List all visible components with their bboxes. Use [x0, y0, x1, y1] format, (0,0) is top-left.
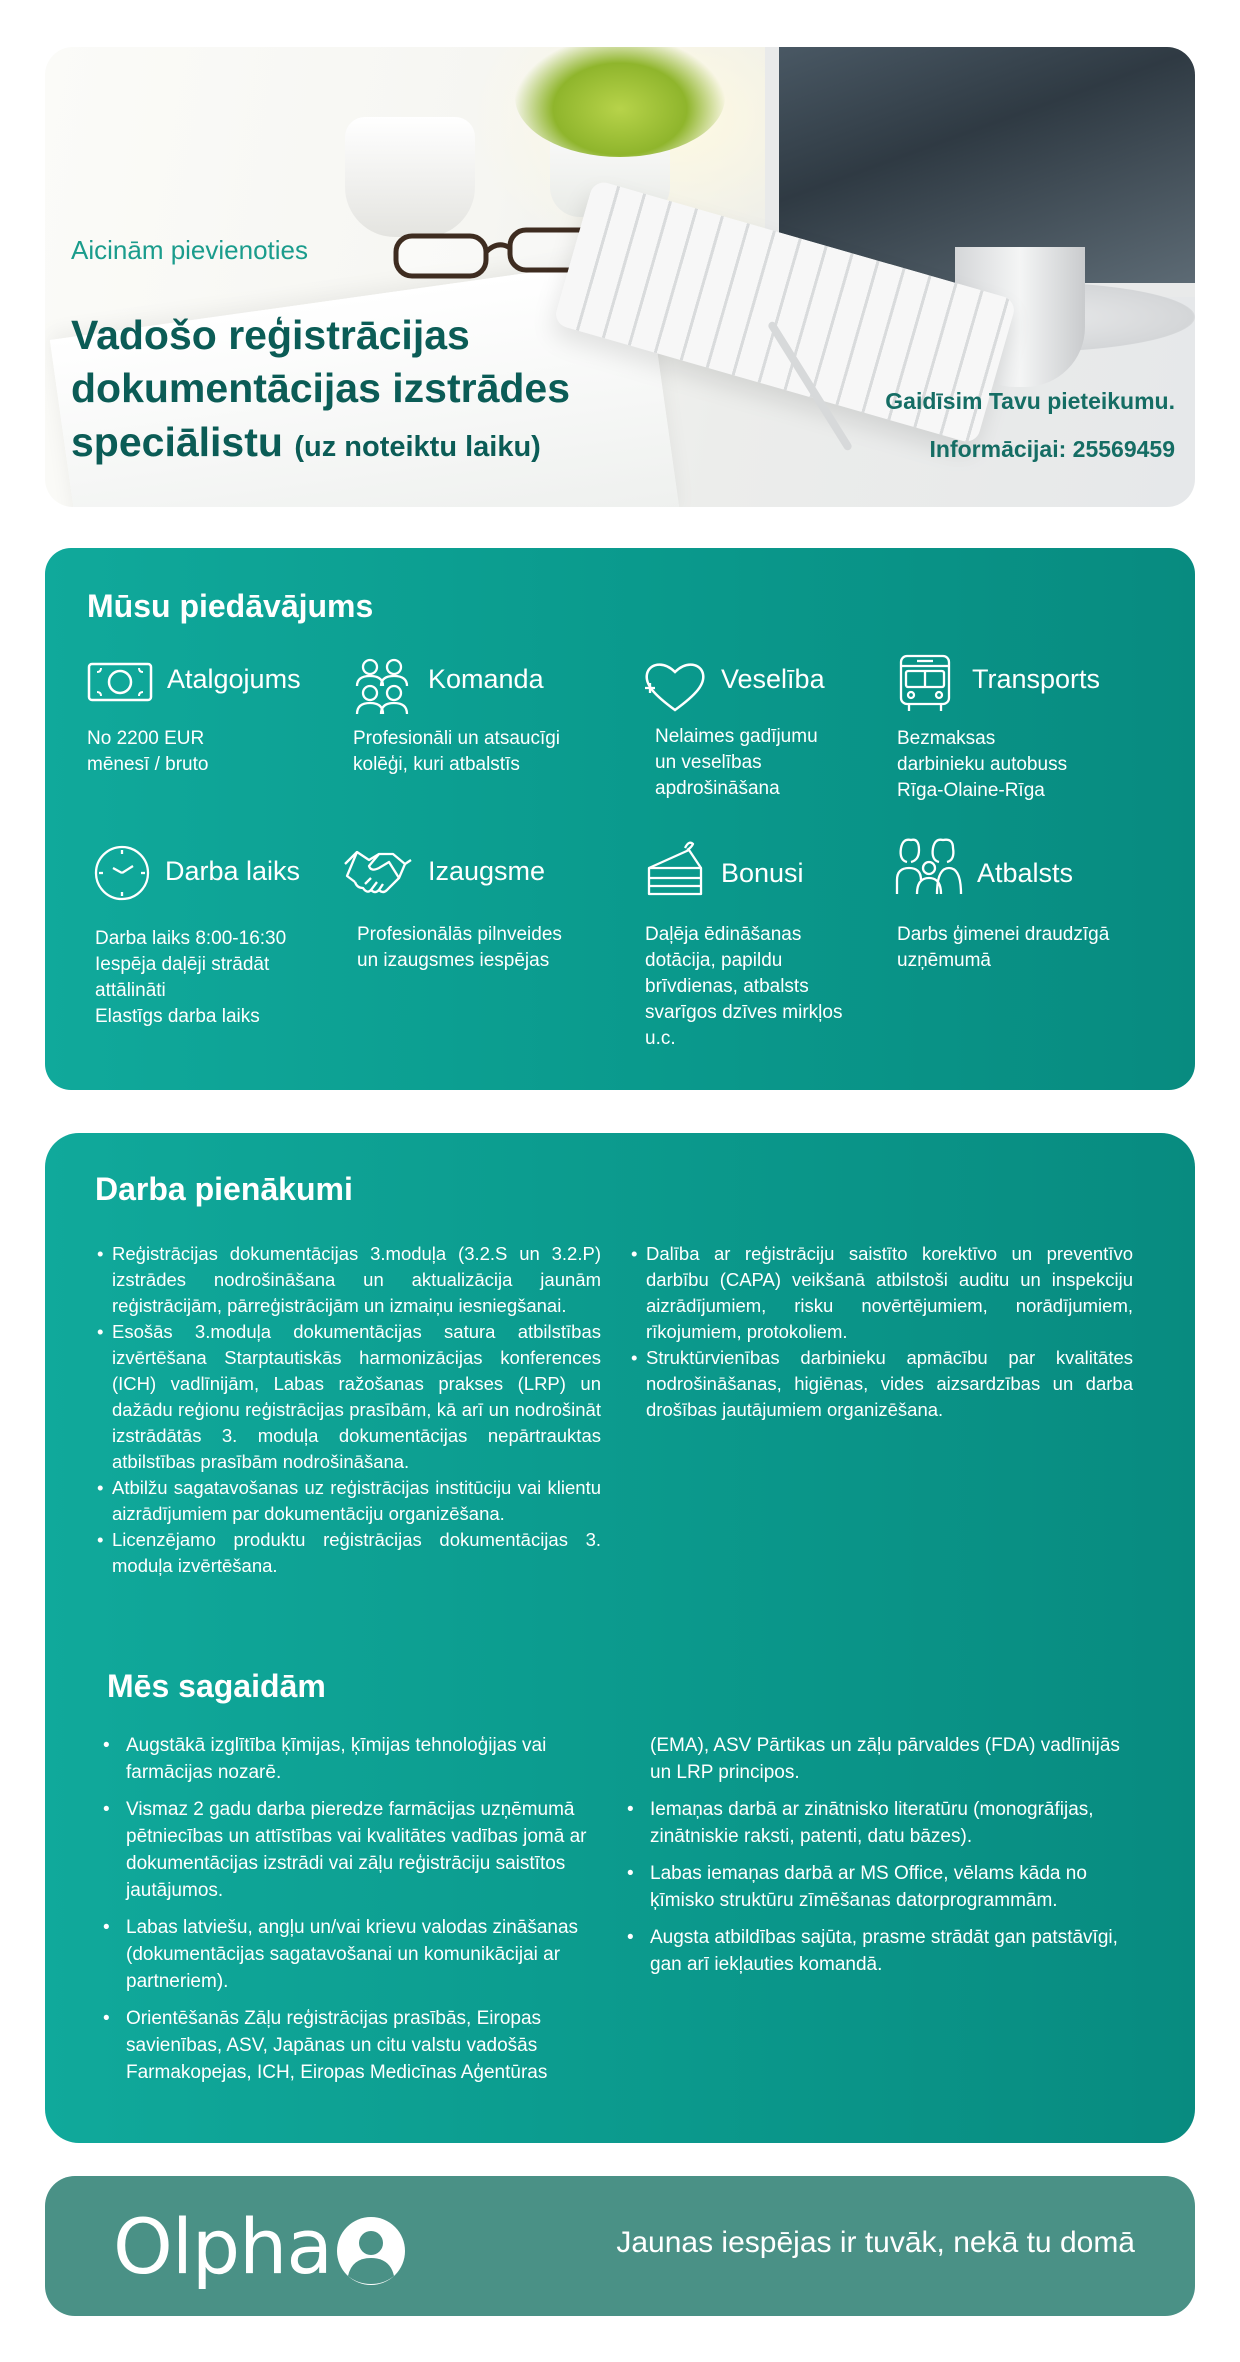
logo-wordmark: Olpha [113, 2201, 332, 2291]
duty-item: • Reģistrācijas dokumentācijas 3.moduļa (3.2.S un 3.2.P) izstrādes nodrošināšana un aktualizācija jaunām reģistrācijām, pārreģistrācijām un izmaiņu iesniegšanai. [97, 1241, 601, 1319]
offer-title: Mūsu piedāvājums [87, 588, 374, 624]
family-icon [895, 836, 963, 898]
application-invite: Gaidīsim Tavu pieteikumu. [885, 388, 1175, 414]
job-title-line-1: Vadošo reģistrācijas [71, 312, 470, 358]
benefit-support-text: Darbs ģimenei draudzīgā uzņēmumā [897, 924, 1110, 971]
benefit-support-title: Atbalsts [977, 858, 1074, 888]
job-title-suffix: (uz noteiktu laiku) [294, 430, 541, 463]
team-icon [353, 658, 411, 716]
benefit-working-hours-title: Darba laiks [165, 856, 301, 886]
duties-title: Darba pienākumi [95, 1171, 353, 1207]
requirements-title: Mēs sagaidām [107, 1668, 326, 1704]
banknote-icon [87, 660, 153, 704]
benefit-bonuses-title: Bonusi [721, 858, 804, 888]
company-logo [113, 2198, 408, 2294]
bus-icon [897, 652, 953, 714]
benefit-transport-title: Transports [972, 664, 1101, 694]
benefit-transport-text: Bezmaksas darbinieku autobuss Rīga-Olaine-Rīga [897, 728, 1068, 801]
heart-health-icon [643, 658, 707, 714]
requirement-item: • Labas iemaņas darbā ar MS Office, vēlams kāda no ķīmisko struktūru zīmēšanas datorprogrammām. [623, 1860, 1143, 1914]
hero-banner [45, 47, 1195, 507]
requirement-item: • Augstākā izglītība ķīmijas, ķīmijas tehnoloģijas vai farmācijas nozarē. [99, 1732, 619, 1786]
requirement-item: • Vismaz 2 gadu darba pieredze farmācijas uzņēmumā pētniecības un attīstības vai kvalitātes vadības jomā ar dokumentācijas izstrādi vai zāļu reģistrāciju saistītos jautājumos. [99, 1796, 619, 1904]
duties-list-left [97, 1241, 601, 1579]
duties-list-right [631, 1241, 1133, 1423]
handshake-icon [343, 842, 413, 902]
benefit-health-title: Veselība [721, 664, 825, 694]
benefit-team-title: Komanda [428, 664, 544, 694]
requirement-item: • Augsta atbildības sajūta, prasme strādāt gan patstāvīgi, gan arī iekļauties komandā. [623, 1924, 1143, 1978]
requirements-list-left [99, 1732, 619, 2096]
clock-icon [93, 844, 151, 902]
benefit-team-text: Profesionāli un atsaucīgi kolēģi, kuri atbalstīs [353, 728, 561, 775]
footer-bar [45, 2176, 1195, 2316]
benefit-salary-title: Atalgojums [167, 664, 301, 694]
benefit-growth-title: Izaugsme [428, 856, 546, 886]
cake-icon [645, 838, 705, 900]
logo-person-icon [334, 2214, 408, 2288]
requirement-item: • Iemaņas darbā ar zinātnisko literatūru (monogrāfijas, zinātniskie raksti, patenti, datu bāzes). [623, 1796, 1143, 1850]
hero-cup-image [345, 117, 475, 237]
benefit-working-hours-text: Darba laiks 8:00-16:30 Iespēja daļēji strādāt attālināti Elastīgs darba laiks [95, 928, 287, 1027]
benefit-bonuses-text: Daļēja ēdināšanas dotācija, papildu brīvdienas, atbalsts svarīgos dzīves mirkļos u.c. [645, 924, 843, 1049]
benefit-health-text: Nelaimes gadījumu un veselības apdrošināšana [655, 726, 818, 799]
duty-item: • Struktūrvienības darbinieku apmācību par kvalitātes nodrošināšanas, higiēnas, vides aizsardzības un darba drošības jautājumiem organizēšana. [631, 1345, 1133, 1423]
duties-section [45, 1133, 1195, 2143]
contact-phone: Informācijai: 25569459 [929, 436, 1175, 462]
requirement-continuation: (EMA), ASV Pārtikas un zāļu pārvaldes (FDA) vadlīnijās un LRP principos. [650, 1735, 1120, 1783]
contact-info [885, 377, 1175, 473]
duty-item: • Esošās 3.moduļa dokumentācijas satura atbilstības izvērtēšana Starptautiskās harmonizācijas konferences (ICH) vadlīnijām, Labas ražošanas prakses (LRP) un dažādu reģionu reģistrācijas prasībām, kā arī un nodrošināt izstrādātās 3. moduļa dokumentācijas nepārtrauktas atbilstības prasībām nodrošināšana. [97, 1319, 601, 1475]
requirements-list-right [623, 1796, 1143, 1988]
duty-item: • Dalība ar reģistrāciju saistīto korektīvo un preventīvo darbību (CAPA) veikšanā atbilstoši auditu un inspekciju aizrādījumiem, risku novērtējumiem, norādījumiem, rīkojumiem, protokoliem. [631, 1241, 1133, 1345]
job-title-line-2: dokumentācijas izstrādes [71, 365, 571, 412]
benefit-salary-text: No 2200 EUR mēnesī / bruto [87, 728, 209, 775]
job-title-line-3: speciālistu [71, 418, 283, 465]
offer-section [45, 548, 1195, 1090]
benefit-growth-text: Profesionālās pilnveides un izaugsmes iespējas [357, 924, 562, 971]
duty-item: • Atbilžu sagatavošanas uz reģistrācijas institūciju vai klientu aizrādījumiem par dokumentāciju organizēšana. [97, 1475, 601, 1527]
hero-kicker: Aicinām pievienoties [71, 235, 309, 265]
footer-slogan: Jaunas iespējas ir tuvāk, nekā tu domā [616, 2226, 1135, 2259]
requirement-item: • Orientēšanās Zāļu reģistrācijas prasībās, Eiropas savienības, ASV, Japānas un citu valstu vadošās Farmakopejas, ICH, Eiropas Medicīnas Aģentūras [99, 2005, 619, 2086]
job-title [71, 309, 671, 469]
requirement-item: • Labas latviešu, angļu un/vai krievu valodas zināšanas (dokumentācijas sagatavošanai un komunikācijai ar partneriem). [99, 1914, 619, 1995]
duty-item: • Licenzējamo produktu reģistrācijas dokumentācijas 3. moduļa izvērtēšana. [97, 1527, 601, 1579]
